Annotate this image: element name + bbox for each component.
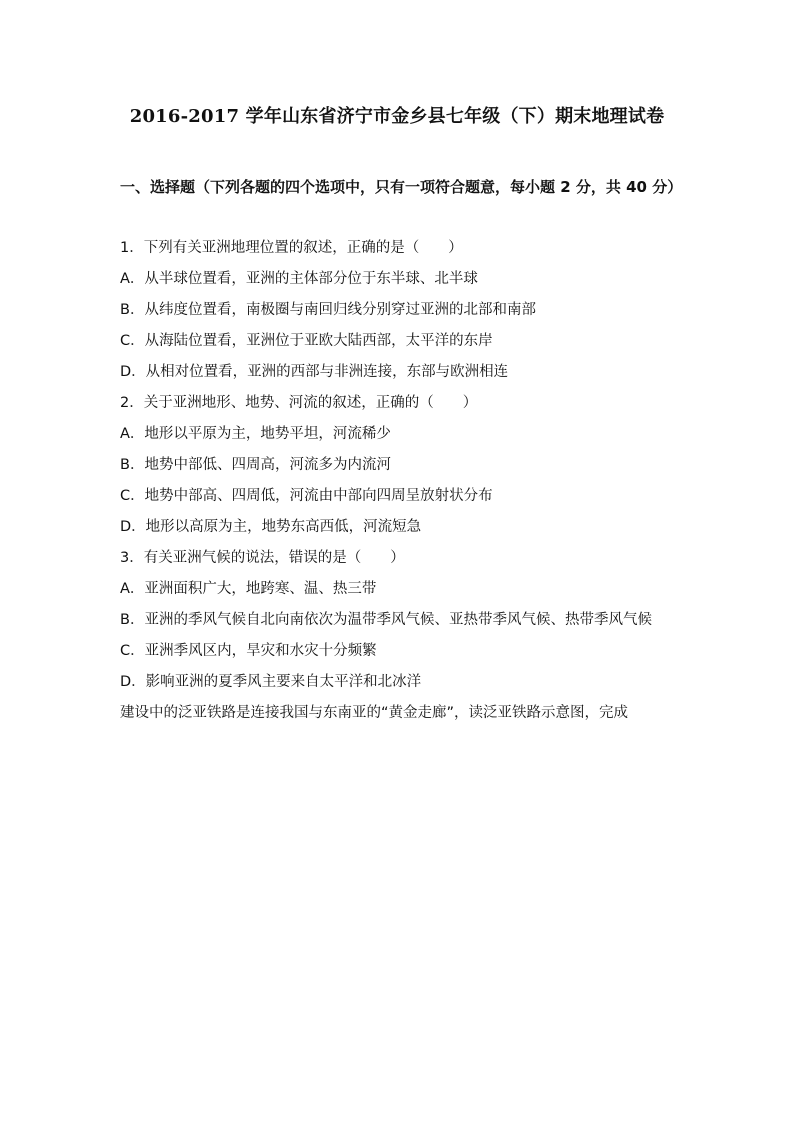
option-a: A．从半球位置看，亚洲的主体部分位于东半球、北半球 xyxy=(120,271,478,287)
option-c: C．从海陆位置看，亚洲位于亚欧大陆西部，太平洋的东岸 xyxy=(120,333,493,349)
option-c: C．亚洲季风区内，旱灾和水灾十分频繁 xyxy=(120,643,377,659)
option-b: B．亚洲的季风气候自北向南依次为温带季风气候、亚热带季风气候、热带季风气候 xyxy=(120,612,652,628)
option-b: B．从纬度位置看，南极圈与南回归线分别穿过亚洲的北部和南部 xyxy=(120,302,536,318)
question-stem: 3．有关亚洲气候的说法，错误的是（ ） xyxy=(120,550,405,566)
section-heading: 一、选择题（下列各题的四个选项中，只有一项符合题意，每小题 2 分，共 40 分） xyxy=(120,178,683,196)
exam-title: 2016-2017 学年山东省济宁市金乡县七年级（下）期末地理试卷 xyxy=(129,106,665,127)
question-stem: 1．下列有关亚洲地理位置的叙述，正确的是（ ） xyxy=(120,240,463,256)
passage-text: 建设中的泛亚铁路是连接我国与东南亚的“黄金走廊”，读泛亚铁路示意图，完成 xyxy=(120,705,629,721)
option-d: D．从相对位置看，亚洲的西部与非洲连接，东部与欧洲相连 xyxy=(120,364,509,380)
option-d: D．地形以高原为主，地势东高西低，河流短急 xyxy=(120,519,422,535)
option-a: A．亚洲面积广大，地跨寒、温、热三带 xyxy=(120,581,377,597)
option-b: B．地势中部低、四周高，河流多为内流河 xyxy=(120,457,391,473)
question-stem: 2．关于亚洲地形、地势、河流的叙述，正确的（ ） xyxy=(120,395,478,411)
question-body xyxy=(120,233,680,729)
option-d: D．影响亚洲的夏季风主要来自太平洋和北冰洋 xyxy=(120,674,422,690)
option-a: A．地形以平原为主，地势平坦，河流稀少 xyxy=(120,426,391,442)
option-c: C．地势中部高、四周低，河流由中部向四周呈放射状分布 xyxy=(120,488,493,504)
